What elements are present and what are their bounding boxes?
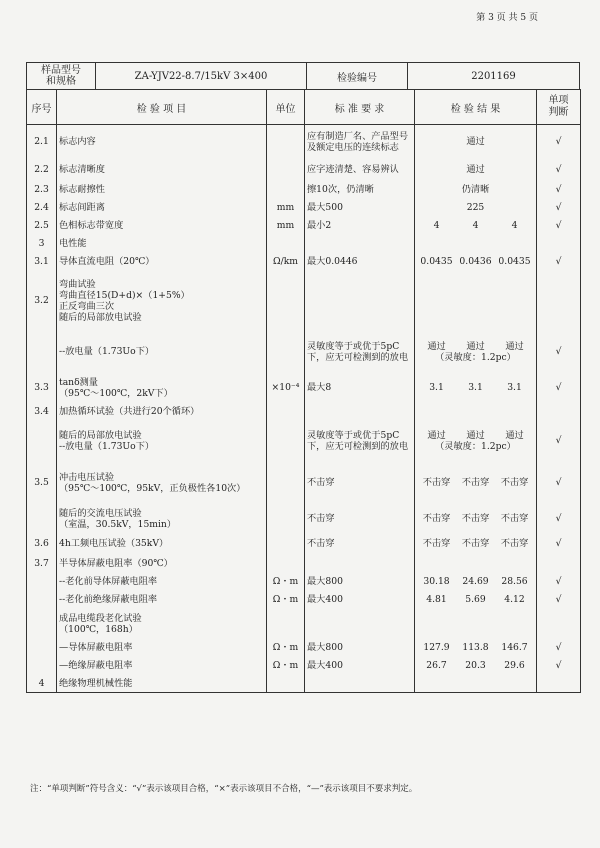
cell-result — [415, 125, 537, 159]
cell-judge: √ — [537, 199, 581, 217]
cell-seq: 3.3 — [27, 373, 57, 403]
result-value: 0.0436 — [459, 256, 492, 267]
cell-seq — [27, 657, 57, 675]
model-label: 样品型号 和规格 — [27, 63, 96, 90]
cell-result — [415, 657, 537, 675]
cell-result — [415, 609, 537, 639]
cell-seq: 3.2 — [27, 271, 57, 331]
footnote: 注：“单项判断”符号含义：“√”表示该项目合格，“×”表示该项目不合格，“—”表示该项目不要求判定。 — [30, 784, 418, 794]
cell-seq — [27, 591, 57, 609]
table-row — [27, 403, 581, 421]
result-note: （灵敏度：1.2pc） — [435, 440, 516, 452]
cell-item: 随后的交流电压试验 （室温，30.5kV，15min） — [57, 505, 267, 533]
cell-unit: mm — [267, 217, 305, 235]
table-row — [27, 199, 581, 217]
cell-unit: Ω・m — [267, 591, 305, 609]
result-value: 通过 — [505, 340, 524, 352]
table-row — [27, 609, 581, 639]
cell-item: tanδ测量 （95℃～100℃，2kV下） — [57, 373, 267, 403]
result-value: 仍清晰 — [461, 184, 490, 195]
table-row — [27, 657, 581, 675]
cell-result — [415, 235, 537, 253]
cell-item: 绝缘物理机械性能 — [57, 675, 267, 693]
cell-judge: √ — [537, 253, 581, 271]
cell-seq: 3.6 — [27, 533, 57, 555]
result-value: 4 — [472, 220, 479, 231]
cell-judge: √ — [537, 505, 581, 533]
cell-unit: mm — [267, 199, 305, 217]
cell-seq — [27, 331, 57, 373]
cell-std: 最大800 — [305, 573, 415, 591]
result-value: 146.7 — [501, 642, 528, 653]
table-row — [27, 253, 581, 271]
result-value: 不击穿 — [500, 538, 529, 549]
cell-unit — [267, 533, 305, 555]
result-value: 26.7 — [426, 660, 447, 671]
cell-seq: 2.4 — [27, 199, 57, 217]
result-value: 4.81 — [426, 594, 447, 605]
cell-std: 灵敏度等于或优于5pC下，应无可检测到的放电 — [305, 331, 415, 373]
cell-unit — [267, 125, 305, 159]
cell-std — [305, 555, 415, 573]
table-row — [27, 675, 581, 693]
result-value: 4 — [511, 220, 518, 231]
result-value: 不击穿 — [500, 477, 529, 488]
cell-unit — [267, 609, 305, 639]
cell-unit: ×10⁻⁴ — [267, 373, 305, 403]
cell-item: 标志内容 — [57, 125, 267, 159]
result-value: 29.6 — [504, 660, 525, 671]
result-value: 5.69 — [465, 594, 486, 605]
cell-std: 不击穿 — [305, 505, 415, 533]
table-row — [27, 533, 581, 555]
cell-unit — [267, 159, 305, 181]
cell-std: 最大400 — [305, 657, 415, 675]
cell-judge — [537, 403, 581, 421]
result-value: 3.1 — [507, 382, 522, 393]
table-row — [27, 235, 581, 253]
cell-std: 最大400 — [305, 591, 415, 609]
cell-seq — [27, 573, 57, 591]
result-value: 30.18 — [423, 576, 450, 587]
table-row — [27, 331, 581, 373]
table-row — [27, 159, 581, 181]
cell-result — [415, 573, 537, 591]
cell-unit — [267, 461, 305, 505]
cell-unit — [267, 505, 305, 533]
cell-std: 最大800 — [305, 639, 415, 657]
cell-unit: Ω/km — [267, 253, 305, 271]
cell-result — [415, 271, 537, 331]
result-value: 通过 — [466, 164, 485, 175]
cell-std: 灵敏度等于或优于5pC下，应无可检测到的放电 — [305, 421, 415, 461]
cell-judge: √ — [537, 159, 581, 181]
col-result: 检 验 结 果 — [415, 90, 537, 125]
cell-item: --老化前导体屏蔽电阻率 — [57, 573, 267, 591]
cell-result — [415, 461, 537, 505]
cell-std: 擦10次，仍清晰 — [305, 181, 415, 199]
cell-seq — [27, 609, 57, 639]
cell-judge — [537, 675, 581, 693]
cell-result — [415, 675, 537, 693]
table-row — [27, 271, 581, 331]
table-row — [27, 591, 581, 609]
cell-item: 4h工频电压试验（35kV） — [57, 533, 267, 555]
result-value: 0.0435 — [498, 256, 531, 267]
cell-judge: √ — [537, 373, 581, 403]
result-value: 24.69 — [462, 576, 489, 587]
cell-result — [415, 199, 537, 217]
table-row — [27, 573, 581, 591]
cell-std — [305, 235, 415, 253]
cell-result — [415, 505, 537, 533]
table-row — [27, 181, 581, 199]
cell-result — [415, 421, 537, 461]
result-note: （灵敏度：1.2pc） — [435, 351, 516, 363]
model-value: ZA-YJV22-8.7/15kV 3×400 — [96, 63, 307, 90]
result-value: 通过 — [427, 429, 446, 441]
table-row — [27, 555, 581, 573]
col-seq: 序号 — [27, 90, 57, 125]
cell-unit: Ω・m — [267, 639, 305, 657]
cell-judge: √ — [537, 573, 581, 591]
cell-item: 导体直流电阻（20℃） — [57, 253, 267, 271]
page-number: 第 3 页 共 5 页 — [476, 13, 538, 23]
cell-item: 半导体屏蔽电阻率（90℃） — [57, 555, 267, 573]
result-value: 通过 — [466, 429, 485, 441]
cell-item: 弯曲试验 弯曲直径15(D+d)×（1+5%） 正反弯曲三次 随后的局部放电试验 — [57, 271, 267, 331]
result-value: 通过 — [427, 340, 446, 352]
cell-item: 成品电缆段老化试验 （100℃，168h） — [57, 609, 267, 639]
cell-judge: √ — [537, 331, 581, 373]
result-value: 不击穿 — [422, 513, 451, 524]
cell-std: 不击穿 — [305, 461, 415, 505]
cell-judge — [537, 271, 581, 331]
cell-unit — [267, 235, 305, 253]
result-value: 3.1 — [468, 382, 483, 393]
cell-seq: 3.4 — [27, 403, 57, 421]
inspection-table — [26, 89, 581, 693]
cell-seq: 3.1 — [27, 253, 57, 271]
cell-item: —绝缘屏蔽电阻率 — [57, 657, 267, 675]
cell-item: 冲击电压试验 （95℃～100℃，95kV，正负极性各10次） — [57, 461, 267, 505]
cell-judge: √ — [537, 657, 581, 675]
cell-result — [415, 403, 537, 421]
result-value: 113.8 — [462, 642, 489, 653]
cell-judge — [537, 235, 581, 253]
cell-std: 最小2 — [305, 217, 415, 235]
result-value: 通过 — [505, 429, 524, 441]
result-value: 20.3 — [465, 660, 486, 671]
cell-std: 应有制造厂名、产品型号及额定电压的连续标志 — [305, 125, 415, 159]
cell-item: 色相标志带宽度 — [57, 217, 267, 235]
cell-std: 不击穿 — [305, 533, 415, 555]
cell-unit: Ω・m — [267, 573, 305, 591]
result-value: 4 — [433, 220, 440, 231]
cell-result — [415, 159, 537, 181]
cell-unit — [267, 271, 305, 331]
cell-unit — [267, 403, 305, 421]
cell-unit — [267, 421, 305, 461]
result-value: 28.56 — [501, 576, 528, 587]
cell-seq: 2.1 — [27, 125, 57, 159]
cell-seq: 3 — [27, 235, 57, 253]
cell-unit — [267, 331, 305, 373]
cell-seq — [27, 505, 57, 533]
cell-seq — [27, 421, 57, 461]
cell-result — [415, 331, 537, 373]
cell-std — [305, 609, 415, 639]
result-value: 不击穿 — [500, 513, 529, 524]
table-row — [27, 639, 581, 657]
cell-std: 最大0.0446 — [305, 253, 415, 271]
cell-judge: √ — [537, 461, 581, 505]
col-item: 检 验 项 目 — [57, 90, 267, 125]
cell-result — [415, 217, 537, 235]
cell-item: 电性能 — [57, 235, 267, 253]
result-value: 225 — [466, 202, 485, 213]
result-value: 不击穿 — [461, 538, 490, 549]
cell-std: 应字迹清楚、容易辨认 — [305, 159, 415, 181]
cell-judge: √ — [537, 217, 581, 235]
col-unit: 单位 — [267, 90, 305, 125]
table-row — [27, 373, 581, 403]
report-label: 检验编号 — [307, 63, 408, 90]
cell-judge: √ — [537, 421, 581, 461]
cell-unit — [267, 555, 305, 573]
cell-judge: √ — [537, 533, 581, 555]
result-value: 4.12 — [504, 594, 525, 605]
result-value: 通过 — [466, 340, 485, 352]
cell-seq: 4 — [27, 675, 57, 693]
result-value: 不击穿 — [461, 477, 490, 488]
table-row — [27, 125, 581, 159]
cell-item: 加热循环试验（共进行20个循环） — [57, 403, 267, 421]
cell-result — [415, 555, 537, 573]
cell-unit — [267, 675, 305, 693]
cell-result — [415, 253, 537, 271]
col-std: 标 准 要 求 — [305, 90, 415, 125]
result-value: 3.1 — [429, 382, 444, 393]
cell-item: 标志清晰度 — [57, 159, 267, 181]
cell-unit: Ω・m — [267, 657, 305, 675]
cell-seq: 2.5 — [27, 217, 57, 235]
report-value: 2201169 — [408, 63, 580, 90]
result-value: 0.0435 — [420, 256, 453, 267]
table-row — [27, 421, 581, 461]
result-value: 不击穿 — [422, 538, 451, 549]
table-row — [27, 505, 581, 533]
cell-item: 标志间距离 — [57, 199, 267, 217]
result-value: 127.9 — [423, 642, 450, 653]
cell-std — [305, 271, 415, 331]
sample-header — [26, 62, 580, 90]
cell-std: 最大500 — [305, 199, 415, 217]
table-row — [27, 217, 581, 235]
cell-result — [415, 533, 537, 555]
cell-unit — [267, 181, 305, 199]
cell-judge — [537, 609, 581, 639]
cell-std — [305, 675, 415, 693]
table-row — [27, 461, 581, 505]
cell-seq: 2.2 — [27, 159, 57, 181]
cell-judge: √ — [537, 591, 581, 609]
cell-seq: 3.5 — [27, 461, 57, 505]
col-judge: 单项 判断 — [537, 90, 581, 125]
cell-judge: √ — [537, 125, 581, 159]
result-value: 通过 — [466, 136, 485, 148]
cell-item: 随后的局部放电试验 --放电量（1.73Uo下） — [57, 421, 267, 461]
result-value: 不击穿 — [422, 477, 451, 488]
cell-result — [415, 181, 537, 199]
cell-result — [415, 373, 537, 403]
cell-seq: 2.3 — [27, 181, 57, 199]
cell-item: --放电量（1.73Uo下） — [57, 331, 267, 373]
cell-item: 标志耐擦性 — [57, 181, 267, 199]
cell-std: 最大8 — [305, 373, 415, 403]
cell-item: --老化前绝缘屏蔽电阻率 — [57, 591, 267, 609]
cell-result — [415, 639, 537, 657]
cell-result — [415, 591, 537, 609]
cell-item: —导体屏蔽电阻率 — [57, 639, 267, 657]
cell-seq — [27, 639, 57, 657]
cell-judge: √ — [537, 181, 581, 199]
cell-judge: √ — [537, 639, 581, 657]
cell-std — [305, 403, 415, 421]
cell-judge — [537, 555, 581, 573]
result-value: 不击穿 — [461, 513, 490, 524]
cell-seq: 3.7 — [27, 555, 57, 573]
